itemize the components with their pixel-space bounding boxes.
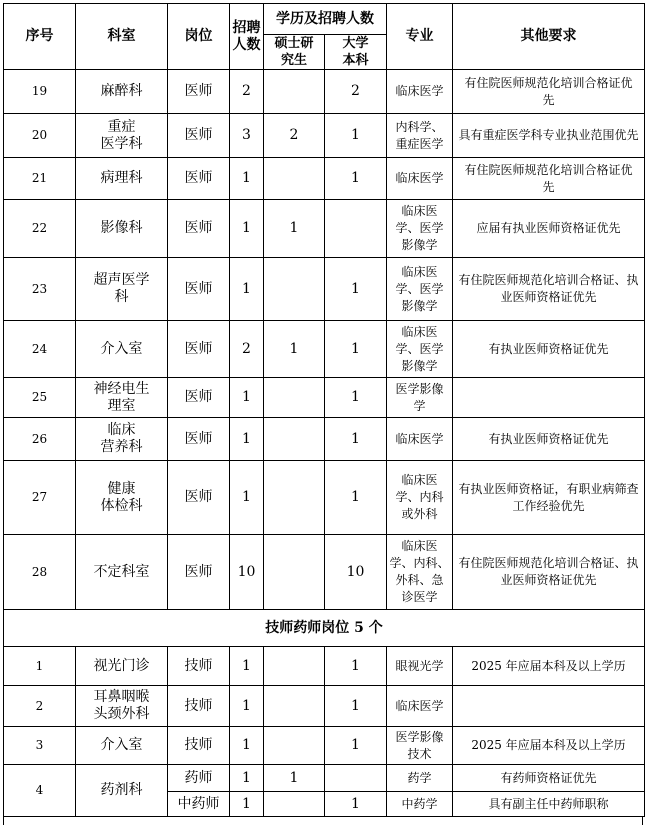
post-cell: 医师	[168, 461, 230, 535]
other-cell: 有执业医师资格证优先	[453, 418, 645, 461]
bachelor-cell: 1	[325, 727, 387, 765]
bachelor-cell	[325, 765, 387, 792]
other-cell: 2025 年应届本科及以上学历	[453, 727, 645, 765]
post-cell: 医师	[168, 378, 230, 418]
seq-cell: 4	[4, 765, 76, 817]
header-dept: 科室	[76, 4, 168, 70]
master-cell	[264, 686, 325, 727]
bachelor-cell: 1	[325, 461, 387, 535]
count-cell: 1	[230, 765, 264, 792]
seq-cell: 22	[4, 200, 76, 258]
table-row	[4, 418, 645, 461]
master-cell: 2	[264, 114, 325, 158]
bachelor-cell: 1	[325, 158, 387, 200]
other-cell: 有药师资格证优先	[453, 765, 645, 792]
seq-cell: 28	[4, 535, 76, 610]
header-bachelor: 大学 本科	[325, 35, 387, 70]
seq-cell: 2	[4, 686, 76, 727]
table-row	[4, 535, 645, 610]
bachelor-cell: 10	[325, 535, 387, 610]
seq-cell: 27	[4, 461, 76, 535]
count-cell: 1	[230, 158, 264, 200]
major-cell: 临床医 学、医学 影像学	[387, 200, 453, 258]
table-row	[4, 727, 645, 765]
major-cell: 眼视光学	[387, 647, 453, 686]
major-cell: 临床医学	[387, 158, 453, 200]
master-cell	[264, 158, 325, 200]
other-cell: 具有副主任中药师职称	[453, 792, 645, 817]
post-cell: 医师	[168, 535, 230, 610]
bachelor-cell: 1	[325, 258, 387, 321]
other-cell: 应届有执业医师资格证优先	[453, 200, 645, 258]
dept-cell: 临床 营养科	[76, 418, 168, 461]
table-row	[4, 258, 645, 321]
major-cell: 临床医学	[387, 70, 453, 114]
table-row	[4, 70, 645, 114]
count-cell: 1	[230, 461, 264, 535]
seq-cell: 20	[4, 114, 76, 158]
other-cell: 有住院医师规范化培训合格证、执 业医师资格证优先	[453, 535, 645, 610]
dept-cell: 健康 体检科	[76, 461, 168, 535]
section-row	[4, 610, 645, 647]
major-cell: 临床医学	[387, 418, 453, 461]
post-cell: 医师	[168, 321, 230, 378]
bachelor-cell: 1	[325, 686, 387, 727]
other-cell: 2025 年应届本科及以上学历	[453, 647, 645, 686]
bachelor-cell: 1	[325, 418, 387, 461]
post-cell: 技师	[168, 727, 230, 765]
table-row	[4, 461, 645, 535]
table-row	[4, 158, 645, 200]
seq-cell: 23	[4, 258, 76, 321]
bachelor-cell: 1	[325, 378, 387, 418]
major-cell: 临床医 学、内科 或外科	[387, 461, 453, 535]
dept-cell: 药剂科	[76, 765, 168, 817]
master-cell	[264, 378, 325, 418]
count-cell: 1	[230, 258, 264, 321]
other-cell: 具有重症医学科专业执业范围优先	[453, 114, 645, 158]
header-master: 硕士研 究生	[264, 35, 325, 70]
header-post: 岗位	[168, 4, 230, 70]
seq-cell: 24	[4, 321, 76, 378]
dept-cell: 不定科室	[76, 535, 168, 610]
master-cell	[264, 727, 325, 765]
dept-cell: 介入室	[76, 727, 168, 765]
post-cell: 医师	[168, 114, 230, 158]
table-row	[4, 378, 645, 418]
major-cell: 临床医 学、医学 影像学	[387, 258, 453, 321]
count-cell: 3	[230, 114, 264, 158]
master-cell: 1	[264, 765, 325, 792]
count-cell: 1	[230, 200, 264, 258]
section-title: 技师药师岗位 5 个	[4, 610, 645, 647]
dept-cell: 影像科	[76, 200, 168, 258]
header-major: 专业	[387, 4, 453, 70]
major-cell: 临床医 学、医学 影像学	[387, 321, 453, 378]
other-cell: 有执业医师资格证，有职业病筛查 工作经验优先	[453, 461, 645, 535]
master-cell: 1	[264, 321, 325, 378]
major-cell: 临床医学	[387, 686, 453, 727]
major-cell: 医学影像 技术	[387, 727, 453, 765]
table-row	[4, 200, 645, 258]
major-cell: 中药学	[387, 792, 453, 817]
bachelor-cell	[325, 200, 387, 258]
table-row	[4, 686, 645, 727]
other-cell: 有执业医师资格证优先	[453, 321, 645, 378]
seq-cell: 1	[4, 647, 76, 686]
bachelor-cell: 2	[325, 70, 387, 114]
dept-cell: 病理科	[76, 158, 168, 200]
major-cell: 内科学、 重症医学	[387, 114, 453, 158]
post-cell: 药师	[168, 765, 230, 792]
master-cell	[264, 418, 325, 461]
count-cell: 1	[230, 378, 264, 418]
header-count: 招聘 人数	[230, 4, 264, 70]
master-cell	[264, 792, 325, 817]
recruitment-table	[3, 3, 645, 817]
dept-cell: 介入室	[76, 321, 168, 378]
master-cell: 1	[264, 200, 325, 258]
dept-cell: 超声医学 科	[76, 258, 168, 321]
post-cell: 中药师	[168, 792, 230, 817]
header-seq: 序号	[4, 4, 76, 70]
bachelor-cell: 1	[325, 114, 387, 158]
other-cell: 有住院医师规范化培训合格证优 先	[453, 158, 645, 200]
table-row	[4, 321, 645, 378]
other-cell	[453, 686, 645, 727]
count-cell: 1	[230, 727, 264, 765]
dept-cell: 耳鼻咽喉 头颈外科	[76, 686, 168, 727]
post-cell: 医师	[168, 70, 230, 114]
table-continuation	[3, 817, 643, 825]
post-cell: 技师	[168, 686, 230, 727]
bachelor-cell: 1	[325, 321, 387, 378]
other-cell: 有住院医师规范化培训合格证优 先	[453, 70, 645, 114]
master-cell	[264, 258, 325, 321]
master-cell	[264, 535, 325, 610]
post-cell: 医师	[168, 258, 230, 321]
other-cell	[453, 378, 645, 418]
post-cell: 医师	[168, 200, 230, 258]
seq-cell: 21	[4, 158, 76, 200]
count-cell: 2	[230, 321, 264, 378]
seq-cell: 3	[4, 727, 76, 765]
header-other: 其他要求	[453, 4, 645, 70]
bachelor-cell: 1	[325, 792, 387, 817]
count-cell: 10	[230, 535, 264, 610]
major-cell: 药学	[387, 765, 453, 792]
major-cell: 医学影像 学	[387, 378, 453, 418]
count-cell: 1	[230, 647, 264, 686]
count-cell: 1	[230, 792, 264, 817]
header-edu-group: 学历及招聘人数	[264, 4, 387, 35]
dept-cell: 神经电生 理室	[76, 378, 168, 418]
master-cell	[264, 70, 325, 114]
dept-cell: 麻醉科	[76, 70, 168, 114]
seq-cell: 26	[4, 418, 76, 461]
bachelor-cell: 1	[325, 647, 387, 686]
seq-cell: 25	[4, 378, 76, 418]
dept-cell: 重症 医学科	[76, 114, 168, 158]
count-cell: 1	[230, 418, 264, 461]
master-cell	[264, 461, 325, 535]
dept-cell: 视光门诊	[76, 647, 168, 686]
table-row	[4, 647, 645, 686]
count-cell: 1	[230, 686, 264, 727]
major-cell: 临床医 学、内科、 外科、急 诊医学	[387, 535, 453, 610]
post-cell: 技师	[168, 647, 230, 686]
seq-cell: 19	[4, 70, 76, 114]
post-cell: 医师	[168, 418, 230, 461]
count-cell: 2	[230, 70, 264, 114]
table-row	[4, 765, 645, 792]
other-cell: 有住院医师规范化培训合格证、执 业医师资格证优先	[453, 258, 645, 321]
master-cell	[264, 647, 325, 686]
post-cell: 医师	[168, 158, 230, 200]
table-row	[4, 114, 645, 158]
